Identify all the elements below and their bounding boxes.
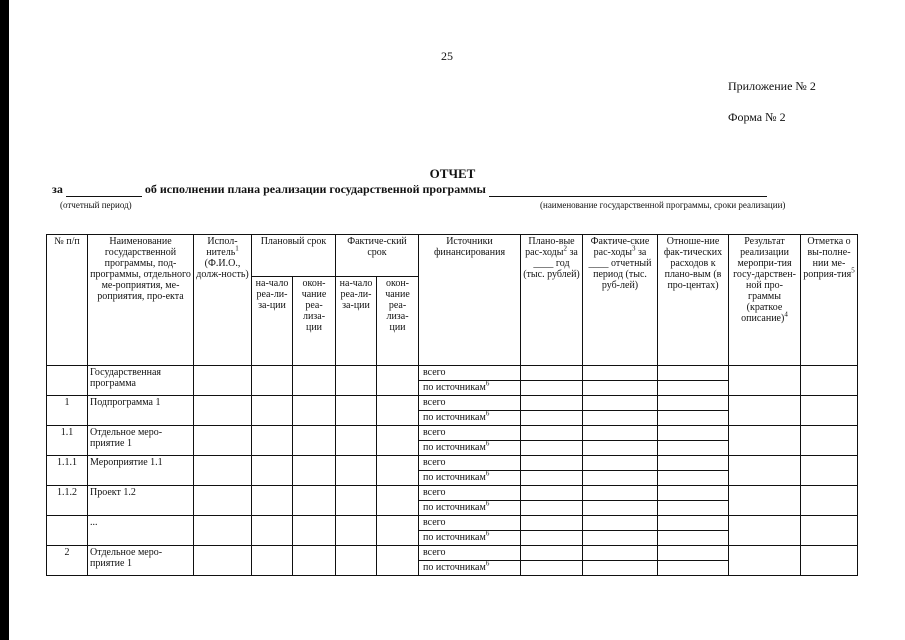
source-total: всего: [419, 486, 521, 501]
header-actual-end: окон-чание реа-лиза-ции: [377, 277, 419, 366]
empty-cell: [252, 456, 293, 486]
subtitle-prefix: за: [52, 182, 63, 196]
empty-cell: [729, 516, 801, 546]
program-blank: [489, 186, 767, 197]
header-executor: Испол-нитель$^1$ (Ф.И.О., долж-ность): [194, 235, 252, 366]
empty-cell: [658, 426, 729, 441]
empty-cell: [521, 561, 583, 576]
row-num: 1.1.1: [47, 456, 88, 486]
source-total: всего: [419, 396, 521, 411]
report-table: [46, 234, 858, 576]
empty-cell: [658, 396, 729, 411]
empty-cell: [252, 546, 293, 576]
source-by: [419, 441, 521, 456]
empty-cell: [583, 396, 658, 411]
row-num: [47, 516, 88, 546]
empty-cell: [293, 426, 336, 456]
report-title: ОТЧЕТ: [429, 166, 476, 181]
source-total: всего: [419, 516, 521, 531]
page-number: 25: [441, 49, 453, 63]
source-by-footnote: 6: [485, 470, 490, 478]
row-name: Мероприятие 1.1: [88, 456, 194, 486]
header-fact-exp: Фактиче-ские рас-ходы$^3$ за ____ отчетный период (тыс. руб-лей): [583, 235, 658, 366]
source-total: всего: [419, 546, 521, 561]
empty-cell: [252, 486, 293, 516]
header-actual-start: на-чало реа-ли-за-ции: [336, 277, 377, 366]
source-by-footnote: 6: [485, 410, 490, 418]
empty-cell: [336, 396, 377, 426]
empty-cell: [583, 501, 658, 516]
empty-cell: [194, 426, 252, 456]
source-by-footnote: 6: [485, 560, 490, 568]
source-by-label: по источникам: [423, 562, 486, 573]
empty-cell: [583, 531, 658, 546]
table-row: [47, 516, 858, 531]
empty-cell: [252, 396, 293, 426]
appendix-label: Приложение № 2: [728, 79, 816, 93]
report-subtitle: [52, 182, 862, 197]
row-name: Отдельное меро-приятие 1: [88, 426, 194, 456]
empty-cell: [658, 516, 729, 531]
source-total: всего: [419, 426, 521, 441]
source-by-footnote: 6: [485, 530, 490, 538]
empty-cell: [521, 411, 583, 426]
empty-cell: [521, 381, 583, 396]
empty-cell: [801, 426, 858, 456]
empty-cell: [252, 366, 293, 396]
empty-cell: [729, 486, 801, 516]
empty-cell: [293, 366, 336, 396]
empty-cell: [583, 516, 658, 531]
source-by-label: по источникам: [423, 532, 486, 543]
source-by: [419, 411, 521, 426]
empty-cell: [252, 426, 293, 456]
empty-cell: [801, 546, 858, 576]
empty-cell: [293, 546, 336, 576]
empty-cell: [336, 516, 377, 546]
empty-cell: [801, 456, 858, 486]
source-by: [419, 531, 521, 546]
source-by-label: по источникам: [423, 502, 486, 513]
empty-cell: [583, 411, 658, 426]
empty-cell: [521, 456, 583, 471]
empty-cell: [521, 486, 583, 501]
header-plan-exp: Плано-вые рас-ходы$^2$ за ____ год (тыс. рублей): [521, 235, 583, 366]
empty-cell: [658, 501, 729, 516]
table-row: [47, 456, 858, 471]
row-num: 1.1.2: [47, 486, 88, 516]
empty-cell: [801, 516, 858, 546]
table-row: [47, 486, 858, 501]
table-row: [47, 366, 858, 381]
empty-cell: [583, 546, 658, 561]
row-num: [47, 366, 88, 396]
empty-cell: [194, 486, 252, 516]
empty-cell: [377, 426, 419, 456]
empty-cell: [658, 531, 729, 546]
header-mark: Отметка о вы-полне-нии ме-роприя-тия$^5$: [801, 235, 858, 366]
source-by-footnote: 6: [485, 440, 490, 448]
row-num: 1.1: [47, 426, 88, 456]
source-by-label: по источникам: [423, 442, 486, 453]
empty-cell: [729, 366, 801, 396]
empty-cell: [521, 501, 583, 516]
empty-cell: [336, 456, 377, 486]
source-by-label: по источникам: [423, 412, 486, 423]
empty-cell: [521, 426, 583, 441]
period-blank: [66, 186, 142, 197]
header-name: Наименование государственной программы, под-программы, отдельного ме-роприятия, ме-роприятия, про-екта: [88, 235, 194, 366]
empty-cell: [658, 561, 729, 576]
source-by-footnote: 6: [485, 380, 490, 388]
header-num: № п/п: [47, 235, 88, 366]
empty-cell: [521, 441, 583, 456]
source-by-label: по источникам: [423, 472, 486, 483]
empty-cell: [658, 471, 729, 486]
empty-cell: [521, 531, 583, 546]
empty-cell: [583, 561, 658, 576]
empty-cell: [521, 366, 583, 381]
empty-cell: [658, 546, 729, 561]
empty-cell: [658, 366, 729, 381]
empty-cell: [658, 486, 729, 501]
empty-cell: [583, 381, 658, 396]
row-num: 2: [47, 546, 88, 576]
source-total: всего: [419, 366, 521, 381]
row-name: Подпрограмма 1: [88, 396, 194, 426]
empty-cell: [293, 456, 336, 486]
empty-cell: [293, 396, 336, 426]
row-num: 1: [47, 396, 88, 426]
empty-cell: [336, 546, 377, 576]
empty-cell: [336, 426, 377, 456]
header-sources: Источники финансирования: [419, 235, 521, 366]
empty-cell: [336, 366, 377, 396]
empty-cell: [658, 381, 729, 396]
header-ratio: Отноше-ние фак-тических расходов к плано-вым (в про-центах): [658, 235, 729, 366]
source-by: [419, 471, 521, 486]
source-by-label: по источникам: [423, 382, 486, 393]
empty-cell: [521, 396, 583, 411]
header-planned-start: на-чало реа-ли-за-ции: [252, 277, 293, 366]
empty-cell: [801, 396, 858, 426]
empty-cell: [583, 486, 658, 501]
table-row: [47, 426, 858, 441]
source-by: [419, 501, 521, 516]
source-total: всего: [419, 456, 521, 471]
row-name: ...: [88, 516, 194, 546]
source-by: [419, 381, 521, 396]
source-by: [419, 561, 521, 576]
empty-cell: [377, 546, 419, 576]
empty-cell: [658, 411, 729, 426]
scan-left-edge: [0, 0, 9, 640]
empty-cell: [336, 486, 377, 516]
empty-cell: [583, 426, 658, 441]
empty-cell: [293, 516, 336, 546]
subtitle-text: об исполнении плана реализации государственной программы: [144, 182, 486, 196]
header-planned: Плановый срок: [252, 235, 336, 277]
empty-cell: [658, 441, 729, 456]
header-planned-end: окон-чание реа-лиза-ции: [293, 277, 336, 366]
row-name: Проект 1.2: [88, 486, 194, 516]
empty-cell: [293, 486, 336, 516]
empty-cell: [377, 396, 419, 426]
empty-cell: [801, 366, 858, 396]
empty-cell: [194, 516, 252, 546]
row-name: Отдельное меро-приятие 1: [88, 546, 194, 576]
empty-cell: [194, 546, 252, 576]
empty-cell: [194, 456, 252, 486]
empty-cell: [729, 426, 801, 456]
header-actual: Фактиче-ский срок: [336, 235, 419, 277]
empty-cell: [521, 546, 583, 561]
empty-cell: [583, 441, 658, 456]
table-row: [47, 546, 858, 561]
empty-cell: [729, 546, 801, 576]
row-name: Государственная программа: [88, 366, 194, 396]
empty-cell: [801, 486, 858, 516]
empty-cell: [377, 366, 419, 396]
empty-cell: [377, 486, 419, 516]
form-label: Форма № 2: [728, 110, 786, 124]
program-hint: (наименование государственной программы, сроки реализации): [540, 200, 786, 210]
header-result: Результат реализации меропри-тия госу-дарствен-ной про-граммы (краткое описание)$^4$: [729, 235, 801, 366]
empty-cell: [583, 471, 658, 486]
empty-cell: [521, 516, 583, 531]
empty-cell: [194, 366, 252, 396]
empty-cell: [521, 471, 583, 486]
empty-cell: [377, 456, 419, 486]
source-by-footnote: 6: [485, 500, 490, 508]
empty-cell: [729, 456, 801, 486]
period-hint: (отчетный период): [60, 200, 132, 210]
empty-cell: [583, 456, 658, 471]
empty-cell: [583, 366, 658, 381]
empty-cell: [658, 456, 729, 471]
empty-cell: [252, 516, 293, 546]
empty-cell: [194, 396, 252, 426]
table-row: [47, 396, 858, 411]
empty-cell: [377, 516, 419, 546]
empty-cell: [729, 396, 801, 426]
